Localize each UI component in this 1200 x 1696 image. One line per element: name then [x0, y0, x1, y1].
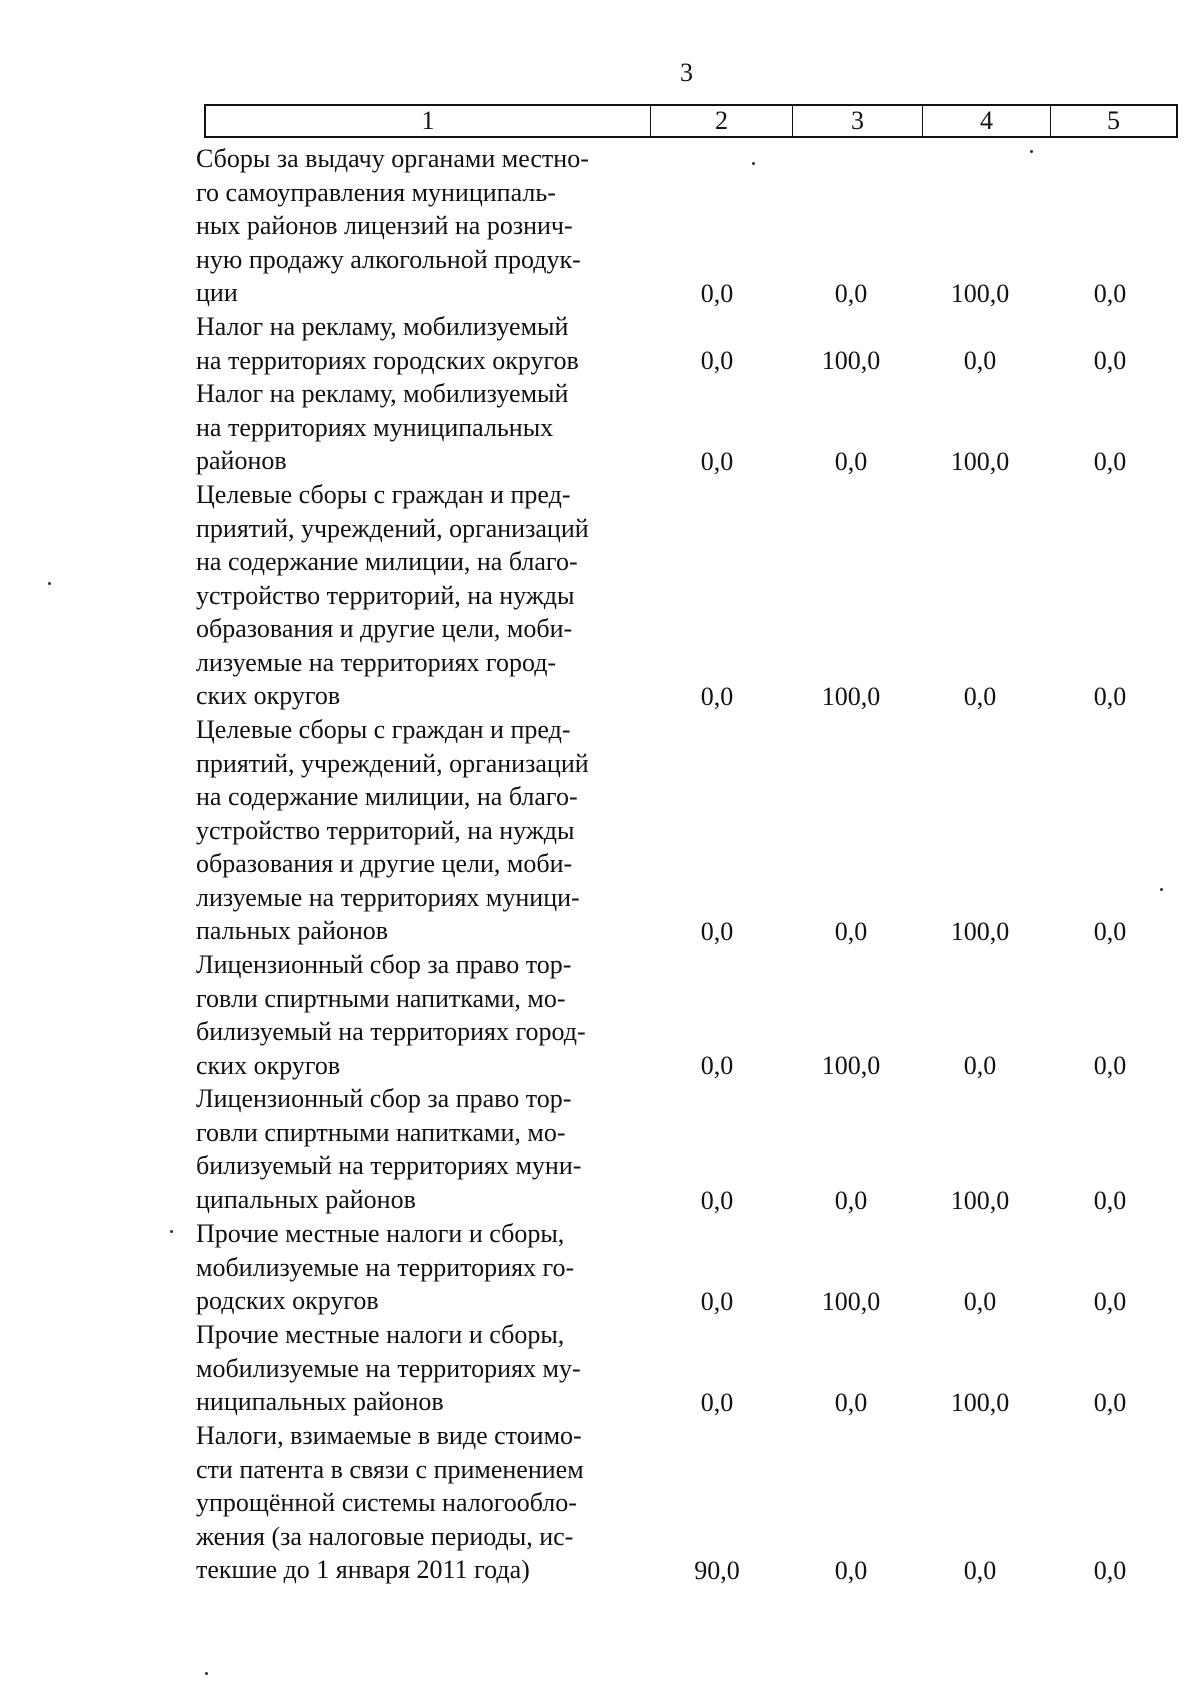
table-row: [196, 948, 1178, 1082]
row-description: Налог на рекламу, мобилизуемый на территориях муниципальных районов: [196, 379, 569, 475]
row-col-4: 0,0: [963, 345, 997, 375]
table-row: [196, 1318, 1178, 1419]
scan-speck: [1160, 888, 1163, 891]
row-col-3: 100,0: [821, 345, 881, 375]
table-row: [196, 1217, 1178, 1318]
row-col-5: 0,0: [1093, 1286, 1127, 1316]
header-col-2: 2: [651, 106, 793, 136]
row-col-3: 0,0: [834, 1185, 868, 1215]
row-col-2: 0,0: [700, 916, 734, 946]
row-col-2: 0,0: [700, 1387, 734, 1417]
row-col-4: 100,0: [950, 1387, 1010, 1417]
row-col-5: 0,0: [1093, 681, 1127, 711]
row-col-2: 0,0: [700, 681, 734, 711]
table-row: [196, 713, 1178, 948]
row-col-3: 0,0: [834, 1387, 868, 1417]
row-description: Сборы за выдачу органами местно- го самоуправления муниципаль- ных районов лицензий на рознич- ную продажу алкогольной продук- ции: [196, 144, 589, 307]
table-row: [196, 377, 1178, 478]
row-col-3: 100,0: [821, 1050, 881, 1080]
row-col-3: 100,0: [821, 681, 881, 711]
scan-speck: [752, 162, 755, 165]
row-col-2: 0,0: [700, 345, 734, 375]
row-col-4: 0,0: [963, 1286, 997, 1316]
scan-speck: [205, 1672, 208, 1675]
row-col-2: 0,0: [700, 278, 734, 308]
row-col-4: 0,0: [963, 1555, 997, 1585]
row-col-4: 100,0: [950, 446, 1010, 476]
table-row: [196, 310, 1178, 377]
row-description: Целевые сборы с граждан и пред- приятий, учреждений, организаций на содержание милиции, на благо- устройство территорий, на нужды образования и другие цели, моби- лизуемые на территориях муници- пальных районов: [196, 715, 589, 945]
row-col-4: 0,0: [963, 1050, 997, 1080]
row-col-2: 0,0: [700, 1286, 734, 1316]
header-col-4: 4: [923, 106, 1051, 136]
row-col-5: 0,0: [1093, 1185, 1127, 1215]
row-col-5: 0,0: [1093, 1387, 1127, 1417]
row-col-4: 100,0: [950, 1185, 1010, 1215]
row-col-3: 0,0: [834, 446, 868, 476]
row-col-5: 0,0: [1093, 1050, 1127, 1080]
header-col-5: 5: [1107, 106, 1120, 135]
row-description: Целевые сборы с граждан и пред- приятий, учреждений, организаций на содержание милиции, на благо- устройство территорий, на нужды образования и другие цели, моби- лизуемые на территориях город- ских округов: [196, 480, 589, 710]
row-col-5: 0,0: [1093, 446, 1127, 476]
row-col-3: 100,0: [821, 1286, 881, 1316]
table-row: [196, 142, 1178, 310]
table-header: [204, 104, 1178, 138]
row-col-3: 0,0: [834, 916, 868, 946]
row-col-3: 0,0: [834, 278, 868, 308]
row-col-5: 0,0: [1093, 278, 1127, 308]
row-col-4: 0,0: [963, 681, 997, 711]
row-col-2: 0,0: [700, 1185, 734, 1215]
row-description: Лицензионный сбор за право тор- говли спиртными напитками, мо- билизуемый на территориях муни- ципальных районов: [196, 1084, 582, 1214]
row-col-2: 0,0: [700, 446, 734, 476]
row-col-4: 100,0: [950, 916, 1010, 946]
row-col-3: 0,0: [834, 1555, 868, 1585]
table-row: [196, 478, 1178, 713]
row-col-2: 0,0: [700, 1050, 734, 1080]
row-description: Прочие местные налоги и сборы, мобилизуемые на территориях го- родских округов: [196, 1219, 575, 1315]
scan-speck: [1030, 150, 1033, 153]
row-description: Налоги, взимаемые в виде стоимо- сти патента в связи с применением упрощённой системы налогообло- жения (за налоговые периоды, ис- текшие до 1 января 2011 года): [196, 1421, 584, 1584]
row-col-4: 100,0: [950, 278, 1010, 308]
row-description: Налог на рекламу, мобилизуемый на территориях городских округов: [196, 312, 579, 375]
table-row: [196, 1082, 1178, 1217]
header-col-3: 3: [793, 106, 923, 136]
scan-speck: [48, 582, 51, 585]
row-description: Лицензионный сбор за право тор- говли спиртными напитками, мо- билизуемый на территориях город- ских округов: [196, 950, 586, 1080]
page-number: 3: [680, 58, 693, 87]
row-col-5: 0,0: [1093, 916, 1127, 946]
table-row: [196, 1419, 1178, 1587]
scan-speck: [170, 1230, 173, 1233]
row-col-2: 90,0: [694, 1555, 740, 1585]
header-col-1: 1: [206, 106, 651, 136]
row-col-5: 0,0: [1093, 345, 1127, 375]
row-description: Прочие местные налоги и сборы, мобилизуемые на территориях му- ниципальных районов: [196, 1320, 581, 1416]
row-col-5: 0,0: [1093, 1555, 1127, 1585]
